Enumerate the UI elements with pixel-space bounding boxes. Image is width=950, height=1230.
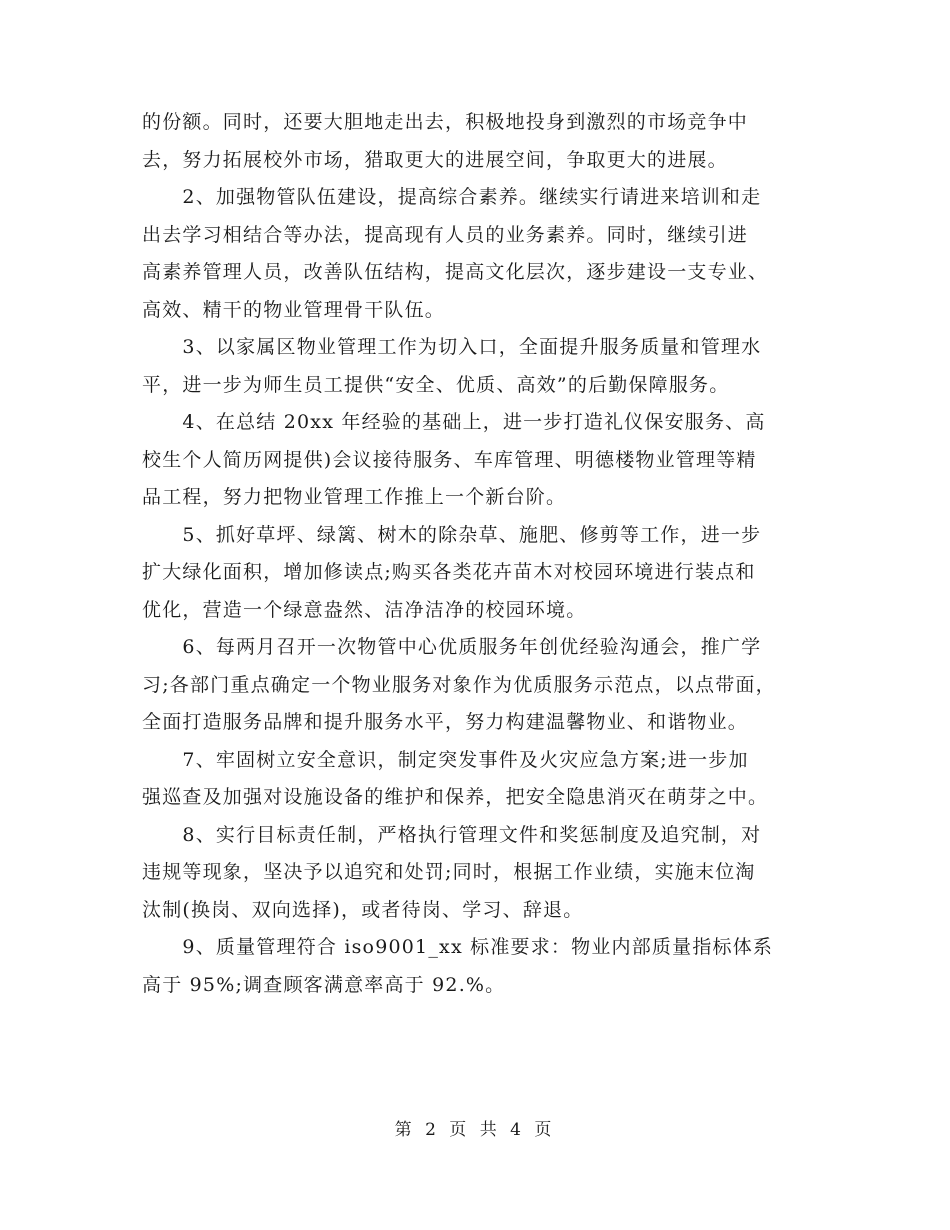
text-line: 品工程，努力把物业管理工作推上一个新台阶。 (142, 486, 567, 508)
text-line: 高于 95%;调查顾客满意率高于 92.%。 (142, 973, 506, 996)
text-line: 强巡查及加强对设施设备的维护和保养，把安全隐患消灭在萌芽之中。 (142, 786, 769, 808)
text-line: 汰制(换岗、双向选择)，或者待岗、学习、辞退。 (142, 898, 584, 921)
paragraph-continuation (142, 104, 808, 179)
text-line: 校生个人简历网提供)会议接待服务、车库管理、明德楼物业管理等精 (142, 448, 757, 471)
page-number-footer: 第 2 页 共 4 页 (394, 1120, 556, 1140)
text-line: 7、牢固树立安全意识，制定突发事件及火灾应急方案;进一步加 (142, 748, 749, 771)
text-line: 习;各部门重点确定一个物业服务对象作为优质服务示范点，以点带面， (142, 673, 776, 696)
text-line: 9、质量管理符合 iso9001_xx 标准要求：物业内部质量指标体系 (142, 936, 774, 958)
document-body (142, 104, 808, 1004)
text-line: 2、加强物管队伍建设，提高综合素养。继续实行请进来培训和走 (142, 186, 762, 208)
paragraph-item-4 (142, 404, 808, 517)
paragraph-item-6 (142, 629, 808, 742)
text-line: 违规等现象，坚决予以追究和处罚;同时，根据工作业绩，实施末位淘 (142, 861, 756, 883)
paragraph-item-7 (142, 742, 808, 817)
text-line: 平，进一步为师生员工提供“安全、优质、高效”的后勤保障服务。 (142, 373, 730, 396)
text-line: 的份额。同时，还要大胆地走出去，积极地投身到激烈的市场竞争中 (142, 111, 749, 133)
paragraph-item-9 (142, 929, 808, 1004)
text-line: 高素养管理人员，改善队伍结构，提高文化层次，逐步建设一支专业、 (142, 261, 769, 283)
text-line: 全面打造服务品牌和提升服务水平，努力构建温馨物业、和谐物业。 (142, 711, 749, 733)
text-line: 高效、精干的物业管理骨干队伍。 (142, 298, 446, 321)
text-line: 出去学习相结合等办法，提高现有人员的业务素养。同时，继续引进 (142, 223, 749, 246)
text-line: 优化，营造一个绿意盎然、洁净洁净的校园环境。 (142, 598, 587, 621)
text-line: 6、每两月召开一次物管中心优质服务年创优经验沟通会，推广学 (142, 636, 762, 658)
text-line: 3、以家属区物业管理工作为切入口，全面提升服务质量和管理水 (142, 336, 762, 358)
text-line: 去，努力拓展校外市场，猎取更大的进展空间，争取更大的进展。 (142, 148, 728, 171)
text-line: 4、在总结 20xx 年经验的基础上，进一步打造礼仪保安服务、高 (142, 411, 766, 433)
text-line: 8、实行目标责任制，严格执行管理文件和奖惩制度及追究制，对 (142, 823, 762, 846)
paragraph-item-5 (142, 517, 808, 630)
paragraph-item-2 (142, 179, 808, 329)
text-line: 5、抓好草坪、绿篱、树木的除杂草、施肥、修剪等工作，进一步 (142, 523, 762, 546)
paragraph-item-8 (142, 817, 808, 930)
text-line: 扩大绿化面积，增加修读点;购买各类花卉苗木对校园环境进行装点和 (142, 561, 756, 583)
paragraph-item-3 (142, 329, 808, 404)
